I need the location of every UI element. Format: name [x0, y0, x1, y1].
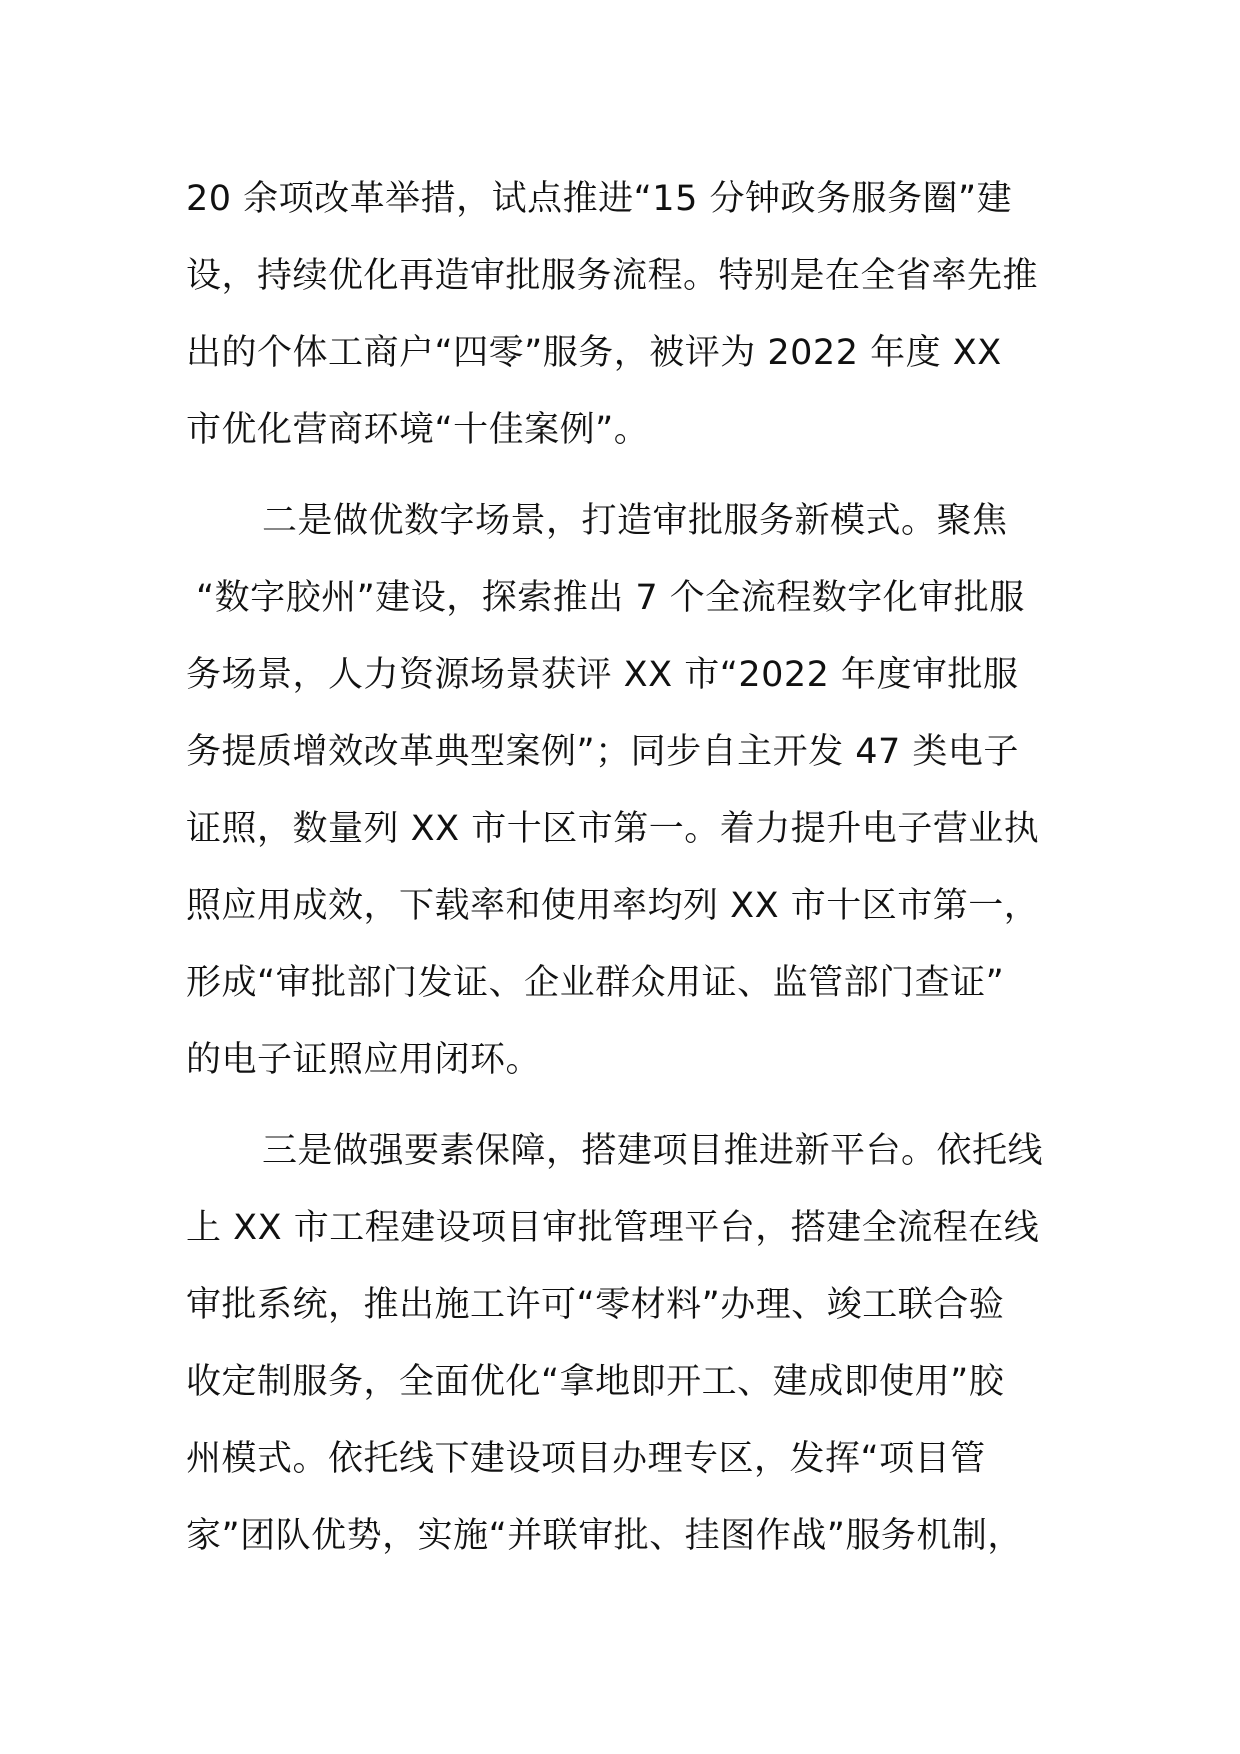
paragraph-2-line-1: 二是做优数字场景，打造审批服务新模式。聚焦 [262, 501, 1008, 541]
paragraph-2-line-3: 务场景，人力资源场景获评 XX 市“2022 年度审批服 [186, 655, 1019, 695]
paragraph-1-line-4: 市优化营商环境“十佳案例”。 [186, 410, 650, 450]
paragraph-3-line-3: 审批系统，推出施工许可“零材料”办理、竣工联合验 [186, 1285, 1005, 1325]
paragraph-3-line-6: 家”团队优势，实施“并联审批、挂图作战”服务机制， [186, 1516, 1023, 1556]
paragraph-1-line-3: 出的个体工商户“四零”服务，被评为 2022 年度 XX [186, 333, 1002, 373]
paragraph-3-line-1: 三是做强要素保障，搭建项目推进新平台。依托线 [262, 1131, 1044, 1171]
paragraph-1-line-1: 20 余项改革举措，试点推进“15 分钟政务服务圈”建 [186, 179, 1013, 219]
paragraph-2-line-8: 的电子证照应用闭环。 [186, 1040, 542, 1080]
paragraph-1-line-2: 设，持续优化再造审批服务流程。特别是在全省率先推 [186, 256, 1039, 296]
paragraph-2-line-5: 证照，数量列 XX 市十区市第一。着力提升电子营业执 [186, 809, 1040, 849]
paragraph-3-line-5: 州模式。依托线下建设项目办理专区，发挥“项目管 [186, 1439, 986, 1479]
paragraph-2-line-2: “数字胶州”建设，探索推出 7 个全流程数字化审批服 [196, 578, 1025, 618]
paragraph-3-line-2: 上 XX 市工程建设项目审批管理平台，搭建全流程在线 [186, 1208, 1040, 1248]
paragraph-2-line-6: 照应用成效，下载率和使用率均列 XX 市十区市第一， [186, 886, 1040, 926]
paragraph-2-line-4: 务提质增效改革典型案例”；同步自主开发 47 类电子 [186, 732, 1019, 772]
paragraph-3-line-4: 收定制服务，全面优化“拿地即开工、建成即使用”胶 [186, 1362, 1005, 1402]
paragraph-2-line-7: 形成“审批部门发证、企业群众用证、监管部门查证” [186, 963, 1005, 1003]
